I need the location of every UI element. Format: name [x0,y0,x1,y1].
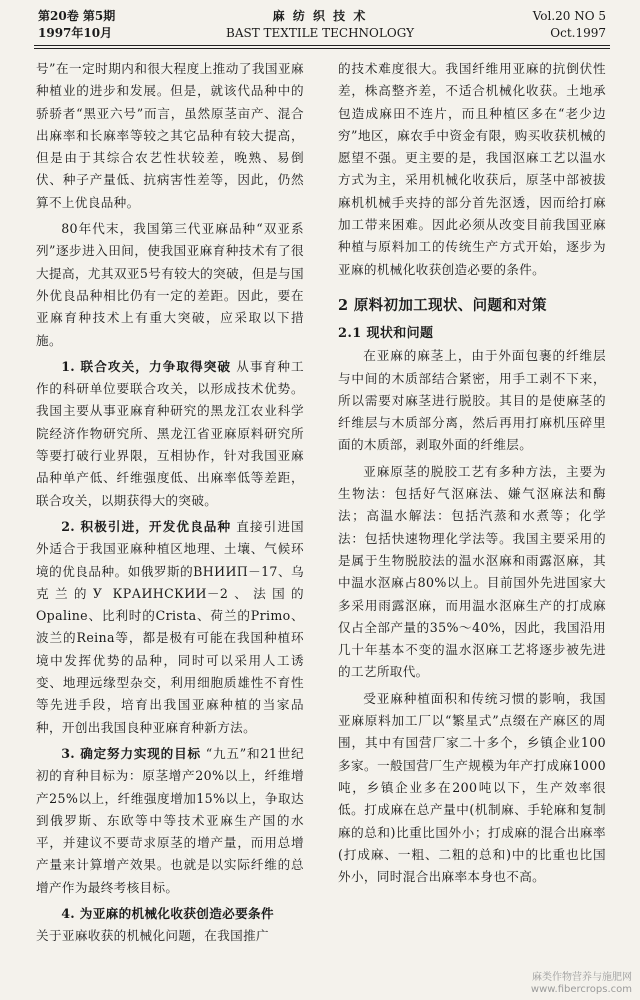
journal-title-en: BAST TEXTILE TECHNOLOGY [226,26,414,40]
paragraph: 关于亚麻收获的机械化问题，在我国推广 [36,928,269,944]
right-column [338,58,606,888]
header-right [533,8,606,42]
measure-paragraph [36,903,304,925]
watermark-url: www.fibercrops.com [530,984,632,995]
measure-body: “九五”和21世纪初的育种目标为：原茎增产20%以上，纤维增产25%以上，纤维强度增加15%以上，争取达到俄罗斯、东欧等中等技术亚麻生产国的水平，并建议不要苛求原茎的增产量，而用总增产量来计算增产效果。也就是以实际纤维的总增产作为最终考核目标。 [36,745,305,895]
paragraph: 在亚麻的麻茎上，由于外面包裹的纤维层与中间的木质部结合紧密，用手工剥不下来，所以需要对麻茎进行脱胶。其目的是使麻茎的纤维层与木质部分离，然后再用打麻机压碎里面的木质部，剥取外面的纤维层。 [338,348,606,453]
measure-title: 3. 确定努力实现的目标 [61,745,201,761]
measure-paragraph [36,743,304,899]
paragraph: 的技术难度很大。我国纤维用亚麻的抗倒伏性差，株高整齐差，不适合机械化收获。土地承包造成麻田不连片，而且种植区多在“老少边穷”地区，麻农手中资金有限，购买收获机械的愿望不强。更主要的是，我国沤麻工艺以温水方式为主，采用机械化收获后，原茎中部被拔麻机机械手夹持的部分首先沤透，因而给打麻加工带来困难。因此必须从改变目前我国亚麻种植与原料加工的传统生产方式开始，逐步为亚麻的机械化收获创造必要的条件。 [338,61,606,277]
section-heading: 2 原料初加工现状、问题和对策 [338,296,547,314]
measure-title: 4. 为亚麻的机械化收获创造必要条件 [61,905,274,921]
watermark-cn: 麻类作物营养与施肥网 [532,972,632,983]
paragraph: 80年代末，我国第三代亚麻品种“双亚系列”逐步进入田间，使我国亚麻育种技术有了很大提高，尤其双亚5号有较大的突破，但是与国外优良品种相比仍有一定的差距。因此，要在亚麻育种技术上有重大突破，应采取以下措施。 [36,221,304,348]
header-rule-bottom [34,48,610,49]
measure-paragraph [36,516,304,739]
measure-body: 从事育种工作的科研单位要联合攻关，以形成技术优势。我国主要从事亚麻育种研究的黑龙江农业科学院经济作物研究所、黑龙江省亚麻原料研究所等要打破行业界限，互相协作，针对我国亚麻品种单产低、纤维强度低、出麻率低等差距，联合攻关，以期获得大的突破。 [36,358,304,508]
date-en: Oct.1997 [550,26,606,40]
date-cn: 1997年10月 [38,26,113,40]
header-rule-top [34,45,610,46]
left-column [36,58,304,948]
paragraph: 号”在一定时期内和很大程度上推动了我国亚麻种植业的进步和发展。但是，就该代品种中的骄骄者“黑亚六号”而言，虽然原茎亩产、混合出麻率和长麻率等较之其它品种有较大提高，但是由于其综合农艺性状较差，晚熟、易倒伏、种子产量低、抗病害性差等，因此，仍然算不上优良品种。 [36,61,304,210]
volume-issue-cn: 第20卷 第5期 [38,9,116,23]
journal-title-cn: 麻 纺 织 技 术 [272,9,368,23]
paragraph: 受亚麻种植面积和传统习惯的影响，我国亚麻原料加工厂以“繁星式”点缀在产麻区的周围，其中有国营厂家二十多个，乡镇企业100多家。一般国营厂生产规模为年产打成麻1000吨，乡镇企业多在200吨以下，生产效率很低。打成麻在总产量中(机制麻、手轮麻和复制麻的总和)比重比国外小；打成麻的混合出麻率(打成麻、一粗、二粗的总和)中的比重也比国外小，同时混合出麻率本身也不高。 [338,690,606,885]
watermark [531,972,632,996]
measure-body: 直接引进国外适合于我国亚麻种植区地理、土壤、气候环境的优良品种。如俄罗斯的ВНИИП－17、乌克兰的У КРАИНСКИИ－2、法国的Opaline、比利时的Crista、荷兰的Primo、波兰的Reina等，都是极有可能在我国种植环境中发挥优势的品种，同时可以采用人工诱变、地理远缘型杂交，利用细胞质雄性不育性等先进手段，培育出我国亚麻种植的当家品种，开创出我国良种亚麻育种新方法。 [36,518,304,735]
subsection-heading: 2.1 现状和问题 [338,325,434,341]
volume-issue-en: Vol.20 NO 5 [532,9,606,23]
measure-title: 1. 联合攻关，力争取得突破 [61,358,232,374]
measure-title: 2. 积极引进，开发优良品种 [61,518,232,534]
paragraph: 亚麻原茎的脱胶工艺有多种方法，主要为生物法：包括好气沤麻法、嫌气沤麻法和酶法；高温水解法：包括汽蒸和水煮等；化学法：包括快速物理化学法等。我国主要采用的是属于生物脱胶法的温水沤麻和雨露沤麻，其中温水沤麻占80%以上。目前国外先进国家大多采用雨露沤麻，而用温水沤麻生产的打成麻仅占全部产量的35%～40%，因此，我国沿用几十年基本不变的温水沤麻工艺将逐步被先进的工艺所取代。 [338,463,606,680]
measure-paragraph [36,356,304,512]
